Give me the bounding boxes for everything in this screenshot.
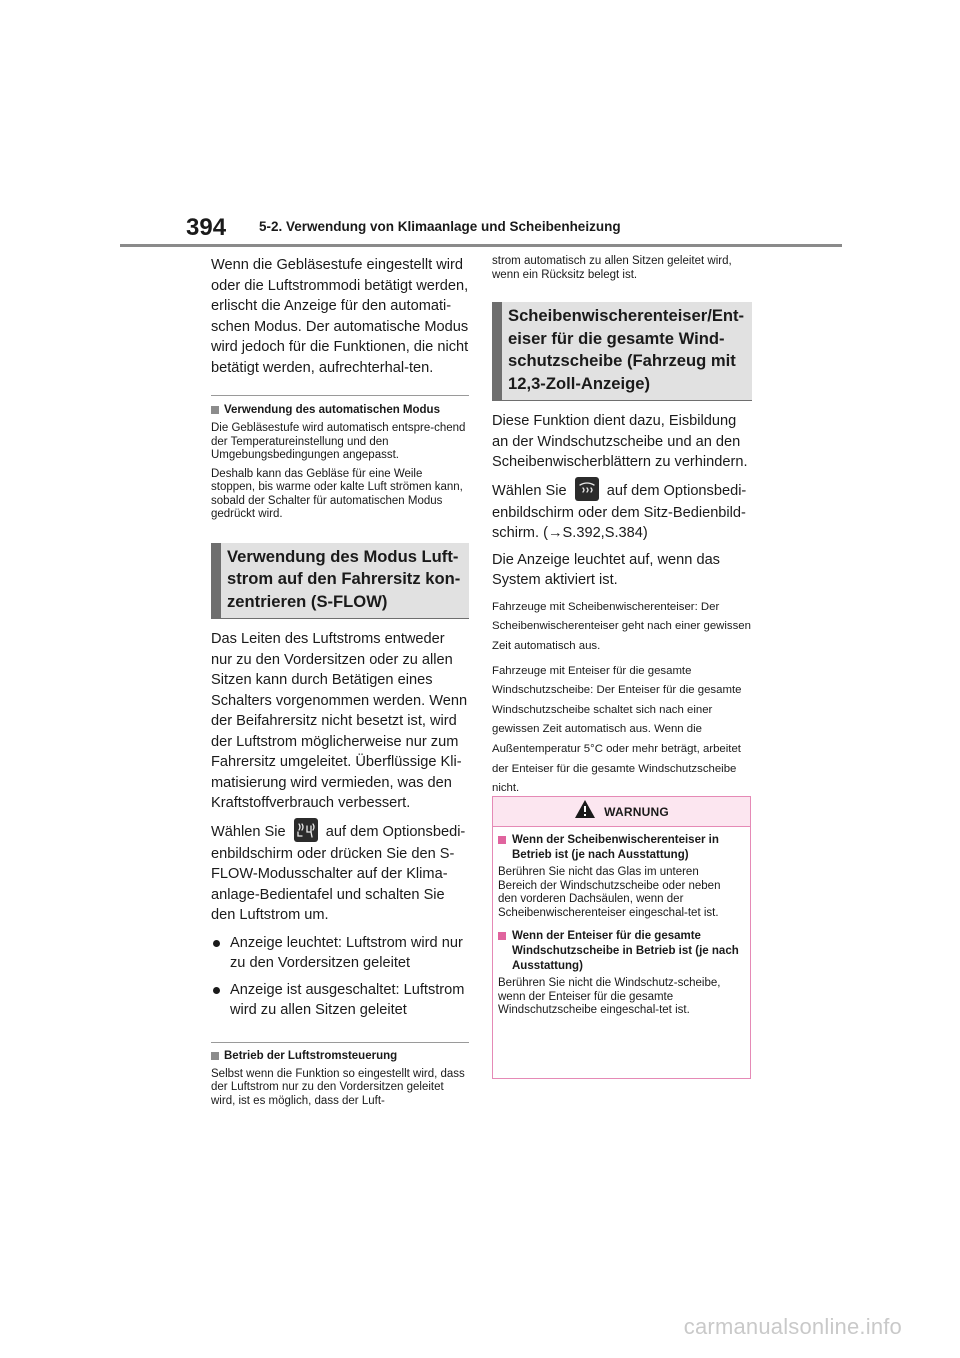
deicer-note-2: Fahrzeuge mit Enteiser für die gesamte Windschutzscheibe: Der Enteiser für die gesamte Windschutzscheibe schaltet sich nach einer gewissen Zeit automatisch aus. Wenn die Außentemperatur 5°C oder mehr beträgt, arbeitet der Enteiser für die gesamte Windschutzscheibe nicht. (492, 664, 742, 795)
deicer-note-1: Fahrzeuge mit Scheibenwischerenteiser: Der Scheibenwischerenteiser geht nach einer gewissen Zeit automatisch aus. (492, 600, 751, 653)
sflow-select-paragraph: Wählen Sie auf dem Optionsbedi-enbildschirm oder drücken Sie den S-FLOW-Modusschalter auf der Klima-anlage-Bedientafel und schalten Sie den Luftstrom um. (211, 820, 469, 926)
deicer-select-paragraph: Wählen Sie auf dem Optionsbedi-enbildschirm oder dem Sitz-Bedienbild-schirm. (→S.392,S.384) (492, 479, 752, 544)
warning-item-heading: Wenn der Enteiser für die gesamte Windschutzscheibe in Betrieb ist (je nach Ausstattung) (498, 929, 740, 974)
list-item: Anzeige leuchtet: Luftstrom wird nur zu den Vordersitzen geleitet (211, 933, 469, 974)
section-title: 5-2. Verwendung von Klimaanlage und Scheibenheizung (259, 219, 621, 234)
sflow-seat-icon (294, 818, 318, 842)
square-bullet-icon (498, 932, 506, 940)
heading-bar (492, 302, 502, 400)
intro-paragraph: Wenn die Gebläsestufe eingestellt wird oder die Luftstrommodi betätigt werden, erlischt die Anzeige für den automati-schen Modus. Der automatische Modus wird jedoch für die Funktionen, die nicht betätigt werden, aufrechterhal-ten. (211, 257, 469, 376)
page-number: 394 (186, 214, 227, 241)
square-bullet-icon (211, 406, 219, 414)
auto-mode-paragraph-1: Die Gebläsestufe wird automatisch entspre-chend der Temperatureinstellung und den Umgebungsbedingungen angepasst. (211, 422, 466, 461)
warning-item-text: Berühren Sie nicht die Windschutz-scheibe, wenn der Enteiser für die gesamte Windschutzscheibe eingeschal-tet ist. (498, 977, 721, 1016)
warning-label: WARNUNG (604, 804, 669, 819)
heading-deicer: Scheibenwischerenteiser/Ent-eiser für die gesamte Wind-schutzscheibe (Fahrzeug mit 12,3-Zoll-Anzeige) (492, 302, 752, 401)
auto-mode-paragraph-2: Deshalb kann das Gebläse für eine Weile stoppen, bis warme oder kalte Luft strömen kann, sobald der Schalter für automatischen Modus gedrückt wird. (211, 467, 463, 520)
subheading-auto-mode: Verwendung des automatischen Modus (211, 403, 469, 417)
heading-sflow: Verwendung des Modus Luft-strom auf den Fahrersitz kon-zentrieren (S-FLOW) (211, 543, 469, 620)
warning-header (493, 797, 750, 827)
page-reference-link[interactable]: S.392,S.384) (562, 525, 648, 542)
divider (211, 1042, 469, 1043)
right-column (492, 255, 752, 799)
square-bullet-icon (498, 836, 506, 844)
warning-body (493, 827, 750, 1018)
warning-item-heading: Wenn der Scheibenwischerenteiser in Betrieb ist (je nach Ausstattung) (498, 833, 740, 863)
warning-item-text: Berühren Sie nicht das Glas im unteren Bereich der Windschutzscheibe oder neben den vorderen Dachsäulen, wenn der Scheibenwischerenteiser eingeschal-tet ist. (498, 866, 721, 919)
control-paragraph: Selbst wenn die Funktion so eingestellt wird, dass der Luftstrom nur zu den Vordersitzen geleitet wird, ist es möglich, dass der Luft- (211, 1067, 465, 1107)
sflow-paragraph: Das Leiten des Luftstroms entweder nur zu den Vordersitzen oder zu allen Sitzen kann durch Betätigen eines Schalters vorgenommen werden. Wenn der Beifahrersitz nicht besetzt ist, wird der Luftstrom möglicherweise nur zum Fahrersitz umgeleitet. Überflüssige Kli-matisierung wird vermieden, was den Kraftstoffverbrauch verbessert. (211, 631, 468, 812)
footer-watermark: carmanualsonline.info (683, 1314, 902, 1339)
reference-arrow: → (547, 525, 563, 542)
bullet-icon (213, 940, 220, 947)
subheading-control: Betrieb der Luftstromsteuerung (211, 1049, 469, 1063)
bullet-icon (213, 987, 220, 994)
continuation-paragraph: strom automatisch zu allen Sitzen geleitet wird, wenn ein Rücksitz belegt ist. (492, 255, 732, 281)
left-column (211, 253, 469, 1108)
heading-bar (211, 543, 221, 619)
square-bullet-icon (211, 1052, 219, 1060)
list-item: Anzeige ist ausgeschaltet: Luftstrom wird zu allen Sitzen geleitet (211, 980, 469, 1021)
warning-triangle-icon (574, 799, 596, 824)
deicer-paragraph: Diese Funktion dient dazu, Eisbildung an der Windschutzscheibe und an den Scheibenwischerblättern zu verhindern. (492, 413, 748, 471)
deicer-status-paragraph: Die Anzeige leuchtet auf, wenn das System aktiviert ist. (492, 551, 720, 589)
header-rule (120, 244, 842, 247)
windshield-deicer-icon (575, 477, 599, 501)
divider (211, 395, 469, 396)
warning-box (492, 796, 751, 1079)
